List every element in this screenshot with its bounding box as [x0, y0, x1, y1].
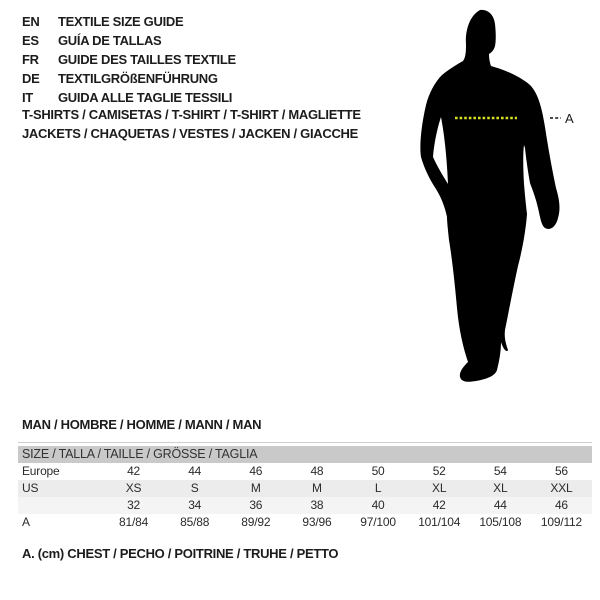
size-cell: 85/88 — [180, 515, 210, 529]
size-cell: 32 — [127, 498, 141, 512]
lang-label: TEXTILE SIZE GUIDE — [58, 14, 184, 29]
table-row — [18, 497, 592, 514]
lang-code: IT — [22, 90, 33, 105]
size-cell: S — [190, 481, 199, 495]
lang-label: GUIDE DES TAILLES TEXTILE — [58, 52, 236, 67]
size-cell: XL — [493, 481, 508, 495]
man-silhouette-figure — [390, 0, 600, 420]
language-list — [22, 12, 236, 107]
table-row — [18, 514, 592, 531]
category-lines — [22, 105, 361, 143]
table-top-rule — [18, 442, 592, 443]
size-table-body — [18, 463, 592, 531]
size-cell: 36 — [249, 498, 263, 512]
size-cell: M — [250, 481, 261, 495]
lang-code: EN — [22, 14, 40, 29]
size-cell: 42 — [127, 464, 141, 478]
size-cell: 54 — [493, 464, 507, 478]
size-cell: 56 — [554, 464, 568, 478]
size-table — [18, 446, 592, 531]
size-cell: XS — [125, 481, 142, 495]
size-cell: 48 — [310, 464, 324, 478]
size-cell: 46 — [249, 464, 263, 478]
size-cell: 105/108 — [479, 515, 522, 529]
lang-code: DE — [22, 71, 40, 86]
lang-label: TEXTILGRÖßENFÜHRUNG — [58, 71, 218, 86]
size-cell: 46 — [554, 498, 568, 512]
category-line-tshirts: T-SHIRTS / CAMISETAS / T-SHIRT / T-SHIRT / MAGLIETTE — [22, 107, 361, 122]
size-cell: 40 — [371, 498, 385, 512]
row-label: A — [22, 515, 30, 529]
footnote-chest: A. (cm) CHEST / PECHO / POITRINE / TRUHE / PETTO — [22, 546, 339, 561]
size-cell: 93/96 — [302, 515, 332, 529]
size-cell: 50 — [371, 464, 385, 478]
size-cell: M — [312, 481, 322, 495]
lang-label: GUÍA DE TALLAS — [58, 33, 162, 48]
lang-row — [22, 69, 236, 88]
table-row — [18, 480, 592, 497]
size-cell: XXL — [550, 481, 573, 495]
lang-code: FR — [22, 52, 39, 67]
size-cell: 42 — [432, 498, 446, 512]
row-label: US — [22, 481, 39, 495]
lang-label: GUIDA ALLE TAGLIE TESSILI — [58, 90, 233, 105]
size-cell: 97/100 — [360, 515, 396, 529]
size-cell: 52 — [432, 464, 446, 478]
size-cell: 109/112 — [540, 515, 582, 529]
size-cell: 81/84 — [119, 515, 149, 529]
man-silhouette-path — [420, 10, 559, 382]
size-table-header: SIZE / TALLA / TAILLE / GRÖSSE / TAGLIA — [18, 446, 592, 463]
size-cell: 38 — [310, 498, 324, 512]
row-label: Europe — [22, 464, 60, 478]
size-cell: 89/92 — [241, 515, 271, 529]
size-cell: L — [374, 481, 382, 495]
section-title-man: MAN / HOMBRE / HOMME / MANN / MAN — [22, 417, 262, 432]
size-cell: 101/104 — [418, 515, 461, 529]
size-cell: 34 — [188, 498, 202, 512]
table-row — [18, 463, 592, 480]
lang-code: ES — [22, 33, 39, 48]
size-cell: XL — [432, 481, 447, 495]
size-cell: 44 — [493, 498, 507, 512]
lang-row — [22, 50, 236, 69]
lang-row — [22, 12, 236, 31]
measure-label-a: A — [565, 111, 574, 126]
lang-row — [22, 31, 236, 50]
category-line-jackets: JACKETS / CHAQUETAS / VESTES / JACKEN / GIACCHE — [22, 126, 358, 141]
size-cell: 44 — [188, 464, 202, 478]
